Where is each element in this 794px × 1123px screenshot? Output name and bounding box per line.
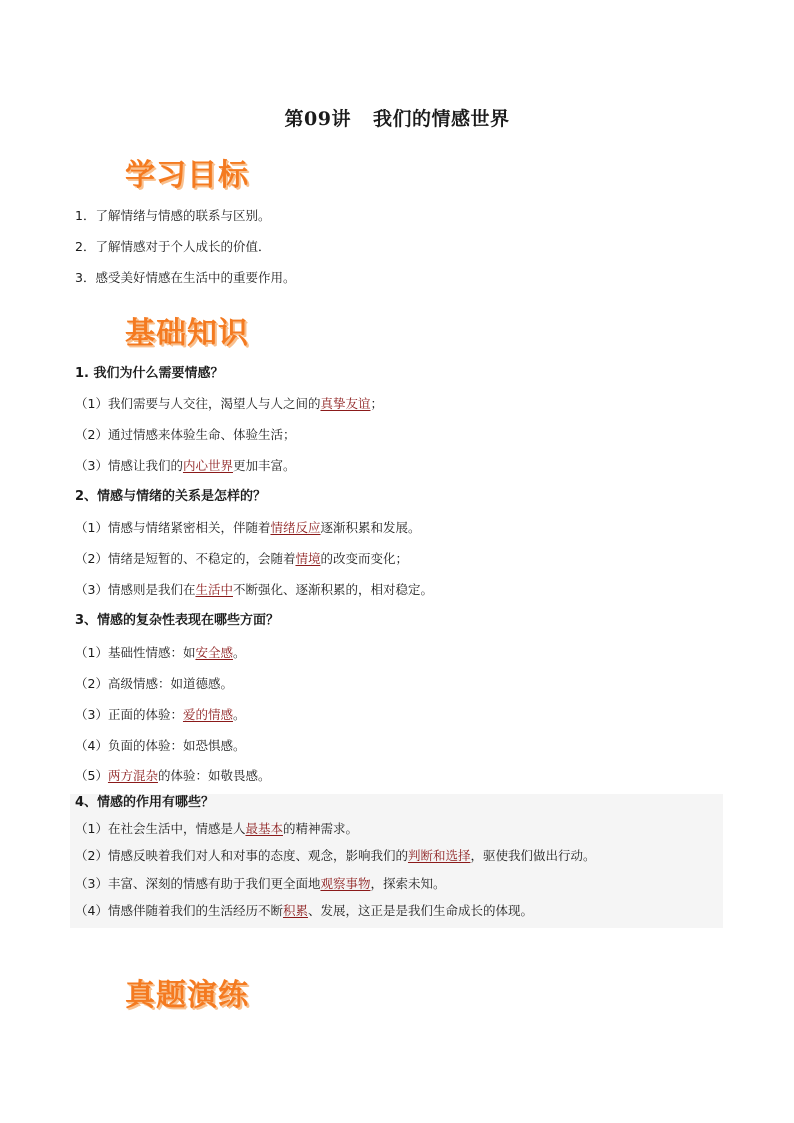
heading-practice: 真题演练	[125, 978, 249, 1013]
answer-line: （3）情感让我们的内心世界更加丰富。	[75, 458, 296, 473]
key-term: 最基本	[245, 821, 283, 836]
question-title: 2、情感与情绪的关系是怎样的？	[75, 489, 267, 504]
answer-line: （3）丰富、深刻的情感有助于我们更全面地观察事物，探索未知。	[75, 876, 446, 891]
answer-line: （4）负面的体验：如恐惧感。	[75, 738, 246, 753]
lecture-name: 我们的情感世界	[372, 108, 510, 130]
answer-line: （2）情绪是短暂的、不稳定的，会随着情境的改变而变化；	[75, 551, 408, 566]
key-term: 内心世界	[182, 458, 233, 473]
answer-line: （3）情感则是我们在生活中不断强化、逐渐积累的，相对稳定。	[75, 582, 433, 597]
answer-line: （1）基础性情感：如安全感。	[75, 645, 246, 660]
question-title: 4、情感的作用有哪些？	[75, 795, 215, 810]
key-term: 观察事物	[320, 876, 371, 891]
goal-item: 3．感受美好情感在生活中的重要作用。	[75, 270, 296, 285]
heading-goals: 学习目标	[125, 158, 249, 193]
answer-line: （4）情感伴随着我们的生活经历不断积累、发展，这正是是我们生命成长的体现。	[75, 903, 533, 918]
key-term: 生活中	[195, 582, 233, 597]
goal-item: 1．了解情绪与情感的联系与区别。	[75, 208, 271, 223]
answer-line: （2）高级情感：如道德感。	[75, 676, 233, 691]
question-title: 3、情感的复杂性表现在哪些方面？	[75, 613, 280, 628]
question-title: 1. 我们为什么需要情感？	[75, 366, 224, 381]
key-term: 爱的情感	[182, 707, 233, 722]
key-term: 情绪反应	[270, 520, 321, 535]
heading-basics: 基础知识	[125, 316, 249, 351]
page-title	[0, 104, 794, 131]
answer-line: （1）我们需要与人交往，渴望人与人之间的真挚友谊；	[75, 396, 383, 411]
answer-line: （2）情感反映着我们对人和对事的态度、观念，影响我们的判断和选择，驱使我们做出行动。	[75, 848, 596, 863]
key-term: 情境	[295, 551, 321, 566]
key-term: 两方混杂	[107, 768, 158, 783]
key-term: 判断和选择	[407, 848, 471, 863]
goal-item: 2．了解情感对于个人成长的价值．	[75, 239, 271, 254]
answer-line: （3）正面的体验：爱的情感。	[75, 707, 246, 722]
answer-line: （2）通过情感来体验生命、体验生活；	[75, 427, 296, 442]
answer-line: （1）情感与情绪紧密相关，伴随着情绪反应逐渐积累和发展。	[75, 520, 421, 535]
key-term: 真挚友谊	[320, 396, 371, 411]
lecture-number: 第09讲	[284, 108, 351, 130]
answer-line: （5）两方混杂的体验：如敬畏感。	[75, 768, 271, 783]
answer-line: （1）在社会生活中，情感是人最基本的精神需求。	[75, 821, 358, 836]
key-term: 安全感	[195, 645, 233, 660]
key-term: 积累	[282, 903, 308, 918]
